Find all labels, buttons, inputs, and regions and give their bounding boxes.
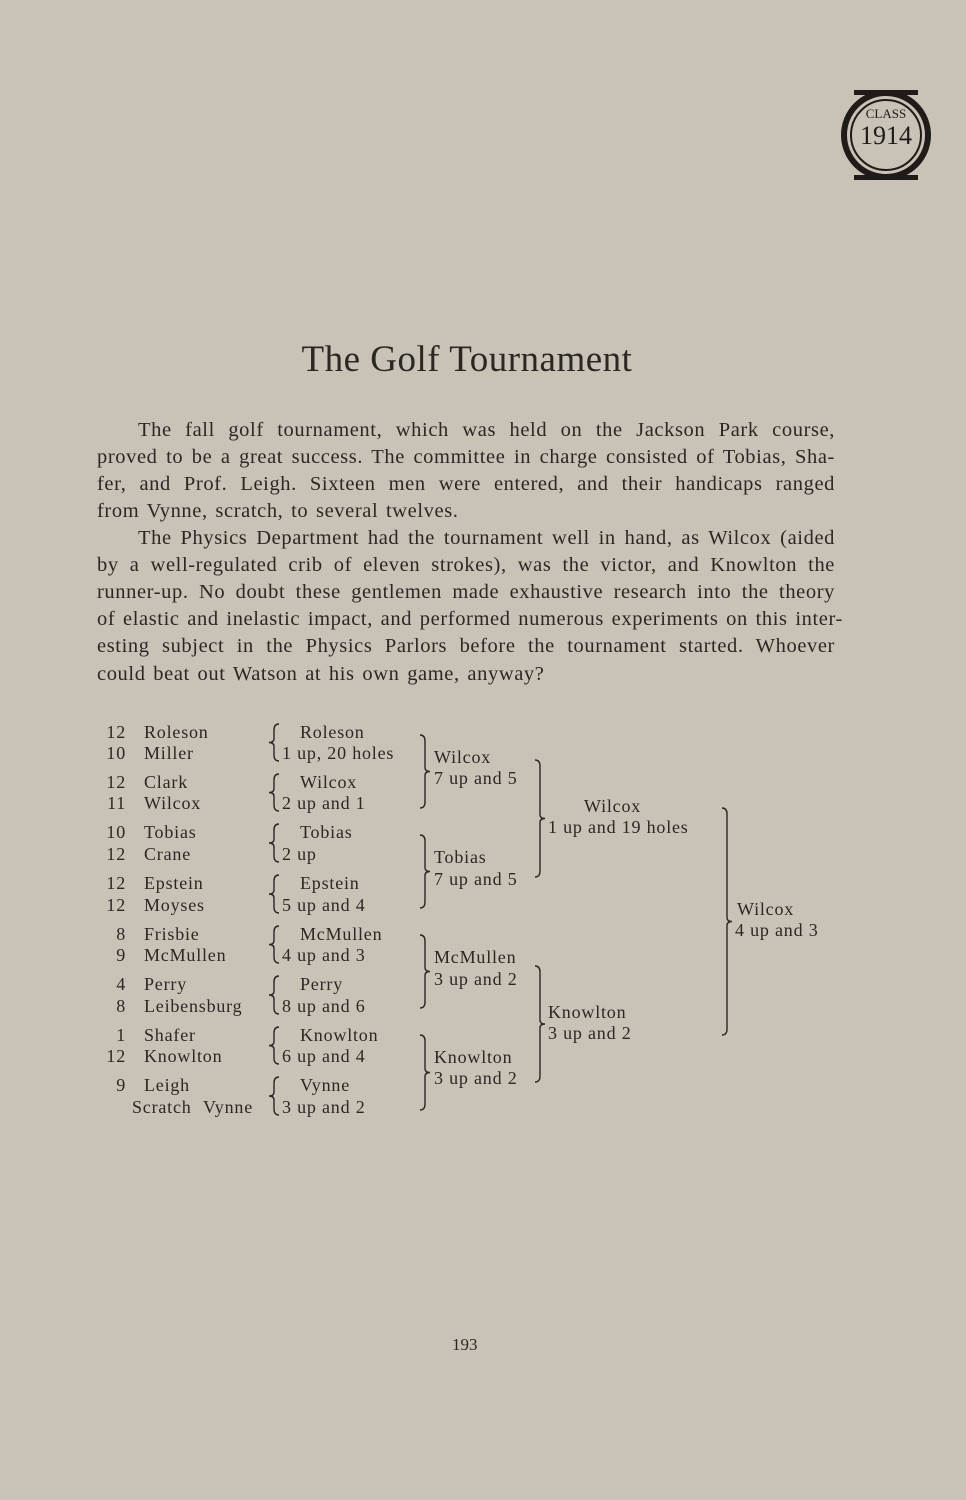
round3-winner: Knowlton xyxy=(548,1002,627,1022)
paragraph-line: could beat out Watson at his own game, anyway? xyxy=(97,663,545,685)
round1-score: 3 up and 2 xyxy=(282,1097,366,1117)
round2-brace xyxy=(420,735,430,808)
entrant-name: Leibensburg xyxy=(144,996,243,1016)
round2-winner: McMullen xyxy=(434,947,517,967)
round1-score: 2 up and 1 xyxy=(282,793,366,813)
round3-score: 1 up and 19 holes xyxy=(548,817,689,837)
round3-score: 3 up and 2 xyxy=(548,1023,632,1043)
entrant-handicap: 12 xyxy=(106,772,126,792)
round1-brace xyxy=(269,1027,279,1064)
entrant-name: Knowlton xyxy=(144,1046,223,1066)
final-brace xyxy=(722,808,732,1035)
round2-brace xyxy=(420,835,430,908)
entrant-handicap: 10 xyxy=(106,743,126,763)
round1-brace xyxy=(269,824,279,862)
round1-score: 5 up and 4 xyxy=(282,895,366,915)
entrant-handicap: 1 xyxy=(116,1025,126,1045)
round3-brace xyxy=(535,966,545,1082)
round1-winner: Wilcox xyxy=(300,772,358,792)
paragraph-line: The fall golf tournament, which was held on the Jackson Park course, xyxy=(138,419,835,441)
entrant-name: Tobias xyxy=(144,822,197,842)
round2-score: 3 up and 2 xyxy=(434,1068,518,1088)
round1-winner: McMullen xyxy=(300,924,383,944)
entrant-name: Leigh xyxy=(144,1075,190,1095)
round2-winner: Tobias xyxy=(434,847,487,867)
paragraph-line: from Vynne, scratch, to several twelves. xyxy=(97,500,459,522)
round1-winner: Knowlton xyxy=(300,1025,379,1045)
paragraph-line: proved to be a great success. The committee in charge consisted of Tobias, Sha- xyxy=(97,446,835,468)
round1-brace xyxy=(269,875,279,913)
round1-score: 6 up and 4 xyxy=(282,1046,366,1066)
paragraph-line: fer, and Prof. Leigh. Sixteen men were entered, and their handicaps ranged xyxy=(97,473,835,495)
final-score: 4 up and 3 xyxy=(735,920,819,940)
svg-text:1914: 1914 xyxy=(860,121,912,150)
entrant-name: Vynne xyxy=(203,1097,253,1117)
paragraph-line: runner-up. No doubt these gentlemen made exhaustive research into the theory xyxy=(97,581,835,603)
round2-score: 7 up and 5 xyxy=(434,768,518,788)
entrant-handicap: 4 xyxy=(116,974,126,994)
round1-brace xyxy=(269,774,279,811)
round1-score: 4 up and 3 xyxy=(282,945,366,965)
entrant-handicap: 8 xyxy=(116,924,126,944)
paragraph-line: by a well-regulated crib of eleven strokes), was the victor, and Knowlton the xyxy=(97,554,835,576)
round2-brace xyxy=(420,935,430,1008)
paragraph-line: The Physics Department had the tournament well in hand, as Wilcox (aided xyxy=(138,527,835,549)
entrant-handicap: 11 xyxy=(107,793,126,813)
round3-brace xyxy=(535,760,545,877)
entrant-handicap: 12 xyxy=(106,722,126,742)
page-title: The Golf Tournament xyxy=(301,339,633,380)
round3-winner: Wilcox xyxy=(584,796,642,816)
round2-winner: Knowlton xyxy=(434,1047,513,1067)
entrant-handicap: 12 xyxy=(106,1046,126,1066)
round1-score: 2 up xyxy=(282,844,317,864)
entrant-name: Shafer xyxy=(144,1025,196,1045)
round1-winner: Tobias xyxy=(300,822,353,842)
round2-brace xyxy=(420,1035,430,1110)
entrant-handicap: 10 xyxy=(106,822,126,842)
paragraph-line: esting subject in the Physics Parlors before the tournament started. Whoever xyxy=(97,635,835,657)
svg-text:CLASS: CLASS xyxy=(865,106,907,121)
entrant-handicap: Scratch xyxy=(132,1097,192,1117)
round1-brace xyxy=(269,976,279,1014)
round1-winner: Epstein xyxy=(300,873,360,893)
round2-score: 3 up and 2 xyxy=(434,969,518,989)
round1-score: 8 up and 6 xyxy=(282,996,366,1016)
entrant-handicap: 12 xyxy=(106,873,126,893)
entrant-handicap: 8 xyxy=(116,996,126,1016)
entrant-handicap: 12 xyxy=(106,844,126,864)
entrant-name: Clark xyxy=(144,772,188,792)
round1-brace xyxy=(269,926,279,963)
round2-score: 7 up and 5 xyxy=(434,869,518,889)
round1-winner: Perry xyxy=(300,974,343,994)
entrant-name: Moyses xyxy=(144,895,205,915)
round1-winner: Vynne xyxy=(300,1075,350,1095)
entrant-name: Frisbie xyxy=(144,924,200,944)
round1-brace xyxy=(269,1077,279,1115)
entrant-name: Perry xyxy=(144,974,187,994)
entrant-name: Roleson xyxy=(144,722,209,742)
entrant-handicap: 9 xyxy=(116,945,126,965)
page-number: 193 xyxy=(452,1335,478,1354)
round2-winner: Wilcox xyxy=(434,747,492,767)
round1-brace xyxy=(269,724,279,761)
entrant-name: Crane xyxy=(144,844,191,864)
entrant-name: McMullen xyxy=(144,945,227,965)
entrant-name: Miller xyxy=(144,743,194,763)
round1-score: 1 up, 20 holes xyxy=(282,743,395,763)
paragraph-line: of elastic and inelastic impact, and performed numerous experiments on this inter- xyxy=(97,608,843,630)
final-winner: Wilcox xyxy=(737,899,795,919)
entrant-handicap: 9 xyxy=(116,1075,126,1095)
entrant-name: Wilcox xyxy=(144,793,202,813)
entrant-name: Epstein xyxy=(144,873,204,893)
entrant-handicap: 12 xyxy=(106,895,126,915)
round1-winner: Roleson xyxy=(300,722,365,742)
